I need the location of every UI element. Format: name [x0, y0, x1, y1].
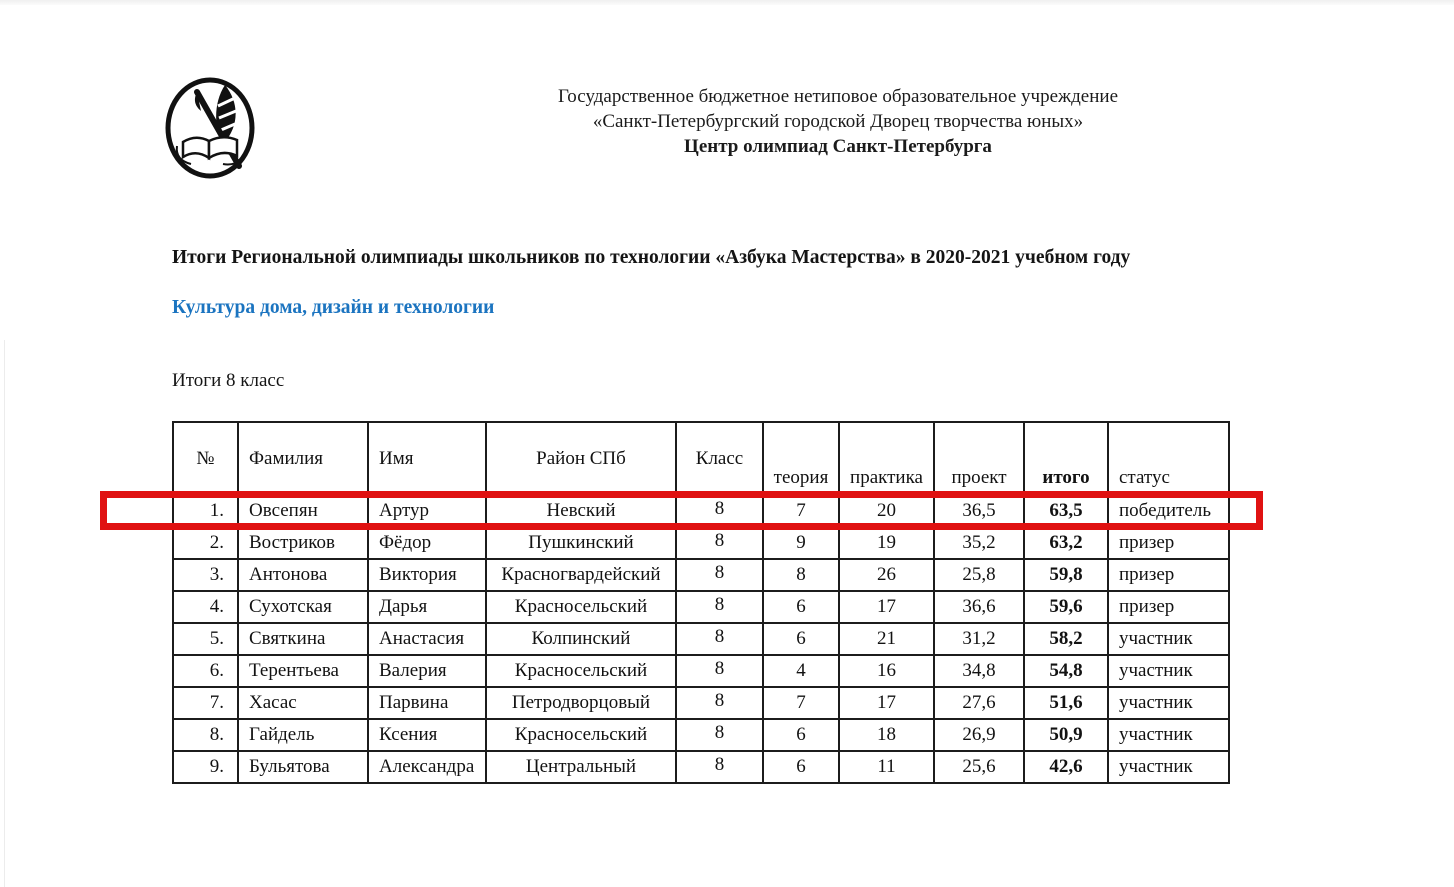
results-table-container	[172, 421, 1230, 784]
cell-num: 9.	[173, 751, 238, 783]
cell-num: 1.	[173, 495, 238, 527]
cell-district: Красносельский	[486, 591, 676, 623]
cell-practice: 17	[839, 687, 934, 719]
table-row	[173, 751, 1229, 783]
cell-practice: 16	[839, 655, 934, 687]
table-header-row	[173, 422, 1229, 495]
header-district: Район СПб	[486, 422, 676, 495]
cell-status: призер	[1108, 591, 1229, 623]
cell-project: 25,8	[934, 559, 1024, 591]
cell-grade: 8	[676, 495, 763, 527]
header-project: проект	[934, 422, 1024, 495]
cell-total: 54,8	[1024, 655, 1108, 687]
cell-total: 63,2	[1024, 527, 1108, 559]
cell-status: участник	[1108, 719, 1229, 751]
cell-grade: 8	[676, 559, 763, 591]
table-row	[173, 591, 1229, 623]
cell-project: 36,6	[934, 591, 1024, 623]
cell-surname: Терентьева	[238, 655, 368, 687]
cell-grade: 8	[676, 527, 763, 559]
cell-total: 51,6	[1024, 687, 1108, 719]
results-table	[172, 421, 1230, 784]
cell-district: Колпинский	[486, 623, 676, 655]
cell-project: 27,6	[934, 687, 1024, 719]
cell-project: 36,5	[934, 495, 1024, 527]
cell-practice: 18	[839, 719, 934, 751]
table-row	[173, 687, 1229, 719]
cell-status: участник	[1108, 655, 1229, 687]
cell-status: участник	[1108, 623, 1229, 655]
cell-practice: 21	[839, 623, 934, 655]
cell-project: 26,9	[934, 719, 1024, 751]
cell-name: Валерия	[368, 655, 486, 687]
cell-num: 6.	[173, 655, 238, 687]
header-surname: Фамилия	[238, 422, 368, 495]
cell-num: 8.	[173, 719, 238, 751]
cell-status: призер	[1108, 559, 1229, 591]
header-status: статус	[1108, 422, 1229, 495]
cell-district: Невский	[486, 495, 676, 527]
table-row	[173, 527, 1229, 559]
header-num: №	[173, 422, 238, 495]
table-row	[173, 719, 1229, 751]
nomination-subtitle: Культура дома, дизайн и технологии	[172, 297, 495, 318]
table-row	[173, 655, 1229, 687]
cell-num: 4.	[173, 591, 238, 623]
cell-status: победитель	[1108, 495, 1229, 527]
cell-grade: 8	[676, 655, 763, 687]
cell-surname: Антонова	[238, 559, 368, 591]
cell-district: Центральный	[486, 751, 676, 783]
cell-grade: 8	[676, 623, 763, 655]
cell-name: Ксения	[368, 719, 486, 751]
cell-district: Пушкинский	[486, 527, 676, 559]
cell-project: 25,6	[934, 751, 1024, 783]
cell-name: Фёдор	[368, 527, 486, 559]
cell-total: 59,6	[1024, 591, 1108, 623]
header-theory: теория	[763, 422, 839, 495]
top-edge-shadow	[0, 0, 1454, 5]
organization-header	[428, 84, 1248, 159]
cell-theory: 8	[763, 559, 839, 591]
cell-num: 3.	[173, 559, 238, 591]
cell-project: 34,8	[934, 655, 1024, 687]
cell-grade: 8	[676, 687, 763, 719]
results-table-body	[173, 495, 1229, 783]
document-title: Итоги Региональной олимпиады школьников по технологии «Азбука Мастерства» в 2020-2021 учебном году	[172, 247, 1131, 268]
cell-total: 59,8	[1024, 559, 1108, 591]
cell-theory: 6	[763, 751, 839, 783]
org-line-2: «Санкт-Петербургский городской Дворец творчества юных»	[592, 111, 1084, 132]
center-olympiad-logo	[163, 76, 257, 180]
cell-practice: 11	[839, 751, 934, 783]
cell-project: 35,2	[934, 527, 1024, 559]
header-practice: практика	[839, 422, 934, 495]
cell-surname: Бульятова	[238, 751, 368, 783]
cell-grade: 8	[676, 591, 763, 623]
cell-status: участник	[1108, 751, 1229, 783]
cell-total: 58,2	[1024, 623, 1108, 655]
cell-surname: Востриков	[238, 527, 368, 559]
cell-theory: 7	[763, 687, 839, 719]
cell-name: Александра	[368, 751, 486, 783]
cell-total: 63,5	[1024, 495, 1108, 527]
table-row	[173, 559, 1229, 591]
cell-name: Дарья	[368, 591, 486, 623]
cell-practice: 26	[839, 559, 934, 591]
org-line-1: Государственное бюджетное нетиповое образовательное учреждение	[557, 86, 1119, 107]
cell-district: Красносельский	[486, 655, 676, 687]
cell-practice: 17	[839, 591, 934, 623]
cell-district: Красносельский	[486, 719, 676, 751]
cell-num: 2.	[173, 527, 238, 559]
cell-grade: 8	[676, 719, 763, 751]
grade-section-label: Итоги 8 класс	[172, 370, 285, 391]
cell-theory: 4	[763, 655, 839, 687]
table-row	[173, 623, 1229, 655]
cell-theory: 6	[763, 591, 839, 623]
cell-name: Артур	[368, 495, 486, 527]
cell-surname: Святкина	[238, 623, 368, 655]
cell-project: 31,2	[934, 623, 1024, 655]
cell-grade: 8	[676, 751, 763, 783]
cell-total: 50,9	[1024, 719, 1108, 751]
cell-surname: Хасас	[238, 687, 368, 719]
header-total: итого	[1024, 422, 1108, 495]
cell-surname: Гайдель	[238, 719, 368, 751]
cell-name: Виктория	[368, 559, 486, 591]
cell-name: Парвина	[368, 687, 486, 719]
cell-theory: 6	[763, 719, 839, 751]
page-left-edge-line	[4, 340, 5, 887]
cell-name: Анастасия	[368, 623, 486, 655]
cell-practice: 19	[839, 527, 934, 559]
cell-district: Петродворцовый	[486, 687, 676, 719]
cell-num: 5.	[173, 623, 238, 655]
cell-status: участник	[1108, 687, 1229, 719]
org-line-3: Центр олимпиад Санкт-Петербурга	[684, 136, 992, 157]
cell-num: 7.	[173, 687, 238, 719]
cell-practice: 20	[839, 495, 934, 527]
cell-surname: Овсепян	[238, 495, 368, 527]
header-name: Имя	[368, 422, 486, 495]
cell-theory: 7	[763, 495, 839, 527]
header-grade: Класс	[676, 422, 763, 495]
cell-theory: 6	[763, 623, 839, 655]
cell-theory: 9	[763, 527, 839, 559]
cell-surname: Сухотская	[238, 591, 368, 623]
cell-status: призер	[1108, 527, 1229, 559]
cell-district: Красногвардейский	[486, 559, 676, 591]
table-row	[173, 495, 1229, 527]
cell-total: 42,6	[1024, 751, 1108, 783]
quill-pen-book-logo-icon	[163, 76, 257, 180]
